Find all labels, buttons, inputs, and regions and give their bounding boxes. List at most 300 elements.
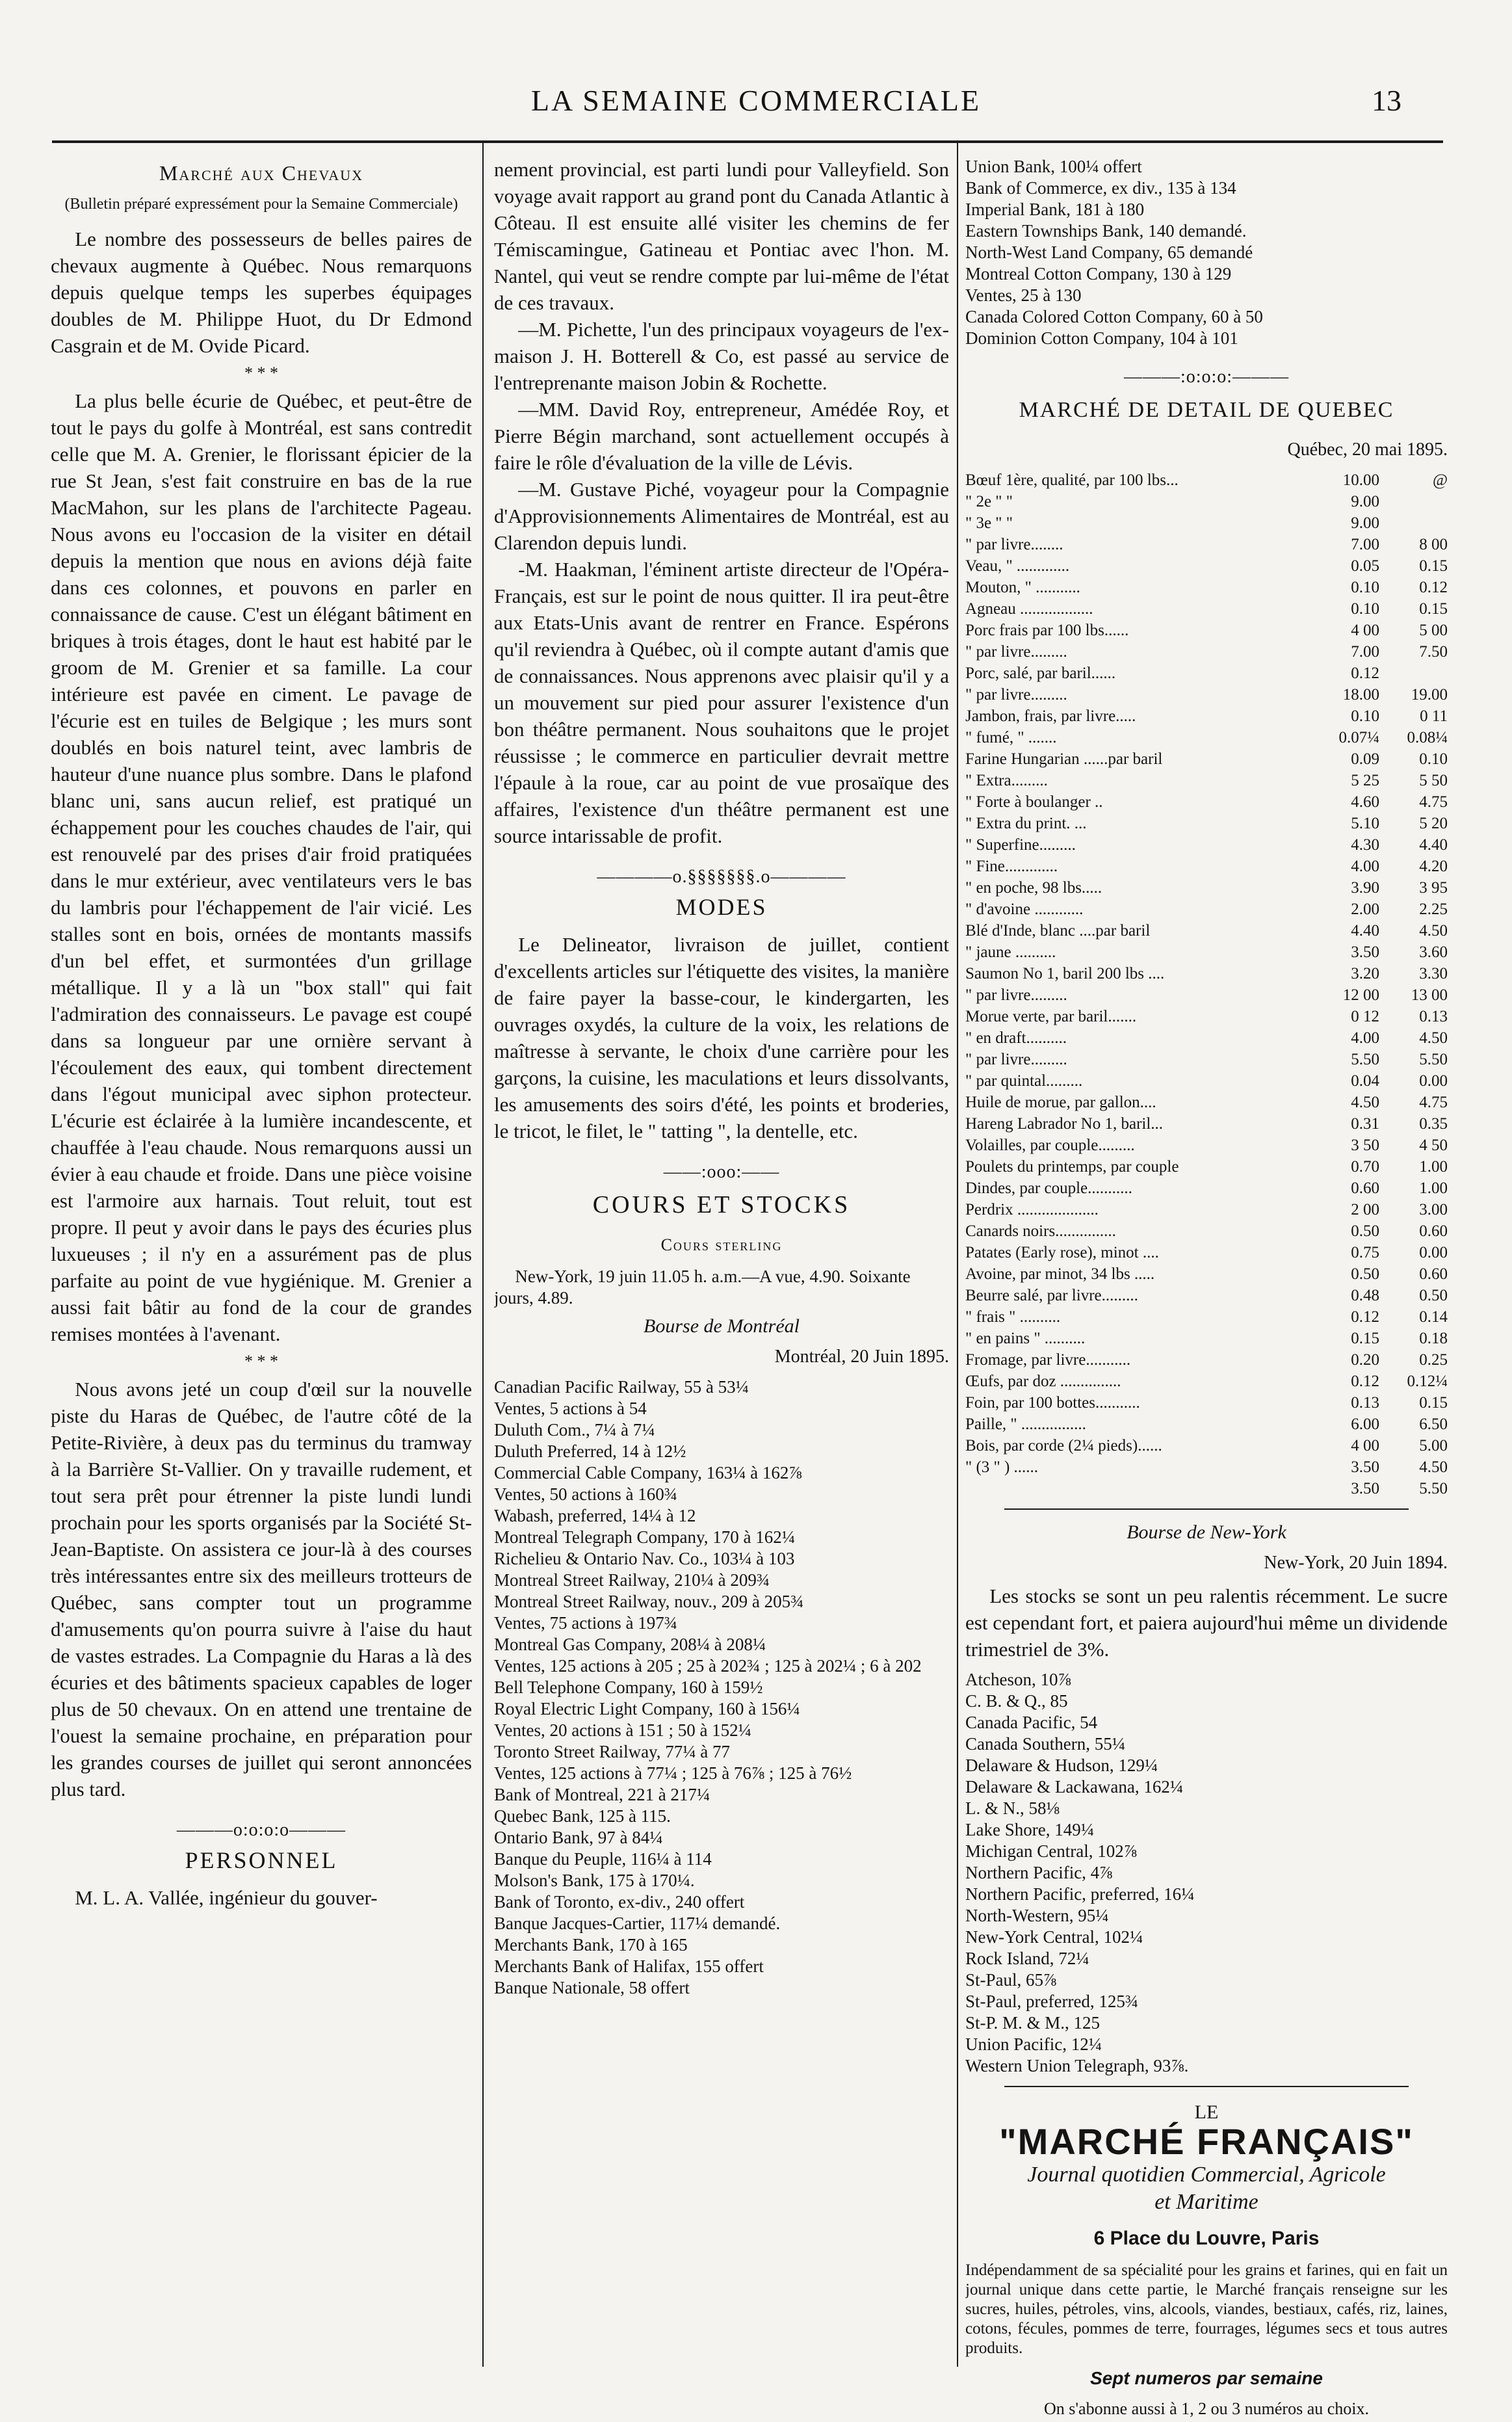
market-price-low: 4.30: [1351, 836, 1379, 854]
market-price-low: 0.07¼: [1338, 729, 1379, 746]
market-price-row: [965, 1049, 1448, 1070]
market-price-low: 0.10: [1351, 579, 1379, 596]
article-paragraph: —M. Gustave Piché, voyageur pour la Compagnie d'Approvisionnements Alimentaires de Montréal, est au Clarendon depuis lundi.: [494, 478, 949, 554]
stock-quote: Ventes, 125 actions à 77¼ ; 125 à 76⅞ ; 125 à 76½: [494, 1763, 852, 1783]
market-item-label: " Fine.............: [965, 858, 1058, 875]
market-price-high: 4.20: [1419, 858, 1448, 875]
market-price-high: 4.50: [1419, 1458, 1448, 1476]
market-price-high: 0.13: [1419, 1008, 1448, 1025]
market-price-row: [965, 1027, 1448, 1049]
market-price-row: [965, 791, 1448, 813]
market-price-row: [965, 534, 1448, 555]
market-price-low: 0.50: [1351, 1265, 1379, 1283]
market-price-high: 19.00: [1411, 686, 1448, 704]
stock-quote: Ventes, 50 actions à 160¾: [494, 1484, 677, 1504]
column-3: [965, 156, 1448, 2422]
stock-quote: Michigan Central, 102⅞: [965, 1841, 1137, 1861]
market-price-low: 5.10: [1351, 815, 1379, 832]
subsection-title-bourse-ny: Bourse de New-York: [1127, 1521, 1286, 1543]
market-price-low: 0.60: [1351, 1179, 1379, 1197]
stock-quote: Ontario Bank, 97 à 84¼: [494, 1828, 663, 1847]
market-price-row: [965, 920, 1448, 941]
asterism: * * *: [244, 1352, 278, 1371]
stock-quote: Canada Pacific, 54: [965, 1713, 1098, 1732]
article-paragraph: nement provincial, est parti lundi pour Valleyfield. Son voyage avait rapport au grand pont du Canada Atlantic à Côteau. Il est ensuite allé visiter les chemins de fer Témiscamingue, Gatineau et Pontiac avec l'hon. M. Nantel, qui veut se rendre compte par lui-même de l'état de ces travaux.: [494, 158, 949, 314]
page-header-title: LA SEMAINE COMMERCIALE: [530, 84, 982, 117]
market-price-low: 0.48: [1351, 1287, 1379, 1304]
article-paragraph: Le nombre des possesseurs de belles paires de chevaux augmente à Québec. Nous remarquons depuis quelque temps les superbes équipages doubles de M. Philippe Huot, du Dr Edmond Casgrain et de M. Ovide Picard.: [51, 228, 472, 357]
market-price-low: 3.90: [1351, 879, 1379, 897]
market-price-high: 5 20: [1419, 815, 1448, 832]
stock-quote: Western Union Telegraph, 93⅞.: [965, 2056, 1189, 2075]
market-price-high: 3.00: [1419, 1201, 1448, 1218]
market-item-label: " en draft..........: [965, 1029, 1067, 1047]
market-price-row: [965, 1135, 1448, 1156]
market-price-high: 0.25: [1419, 1351, 1448, 1369]
market-price-high: 4.40: [1419, 836, 1448, 854]
market-price-high: 0.35: [1419, 1115, 1448, 1133]
market-item-label: Blé d'Inde, blanc ....par baril: [965, 922, 1151, 940]
market-price-high: 2.25: [1419, 901, 1448, 918]
stock-quote: Eastern Townships Bank, 140 demandé.: [965, 221, 1247, 241]
market-price-row: [965, 899, 1448, 920]
stock-quote: Bank of Toronto, ex-div., 240 offert: [494, 1892, 745, 1912]
market-item-label: " Superfine.........: [965, 836, 1076, 854]
stock-quote: Northern Pacific, 4⅞: [965, 1863, 1113, 1882]
article-paragraph: -M. Haakman, l'éminent artiste directeur de l'Opéra-Français, est sur le point de nous quitter. Il ira peut-être aux Etats-Unis avant de rentrer en France. Espérons qu'il reviendra à Québec, où il compte autant d'amis que de connaissances. Nous apprenons avec plaisir qu'il y a un mouvement sur pied pour assurer l'existence d'un bon théâtre permanent. Nous souhaitons que le projet réussisse ; le commerce en particulier devrait mettre l'épaule à la roue, car au point de vue prosaïque des affaires, l'existence d'un théâtre permanent est une source intarissable de profit.: [494, 558, 949, 847]
market-item-label: Patates (Early rose), minot ....: [965, 1244, 1159, 1261]
market-price-row: [965, 1199, 1448, 1220]
column-divider-2: [957, 143, 958, 2367]
stock-quote: Banque Nationale, 58 offert: [494, 1978, 690, 1997]
market-price-high: 0.15: [1419, 600, 1448, 618]
market-item-label: [965, 1478, 1318, 1499]
market-item-label: " en pains " ..........: [965, 1330, 1086, 1347]
bank-stocks-list: [965, 156, 1448, 349]
market-price-high: 0.10: [1419, 750, 1448, 768]
stock-quote: Dominion Cotton Company, 104 à 101: [965, 328, 1238, 348]
stock-quote: Atcheson, 10⅞: [965, 1670, 1071, 1689]
market-price-high: 5.50: [1419, 1051, 1448, 1068]
market-price-row: [965, 1178, 1448, 1199]
market-price-high: 5 50: [1419, 772, 1448, 789]
market-price-row: [965, 1456, 1448, 1478]
market-item-label: Volailles, par couple.........: [965, 1137, 1135, 1154]
market-price-low: 0.10: [1351, 707, 1379, 725]
stock-quote: Merchants Bank, 170 à 165: [494, 1935, 688, 1955]
market-price-row: [965, 1006, 1448, 1027]
market-price-high: 0.00: [1419, 1244, 1448, 1261]
market-item-label: " par quintal.........: [965, 1072, 1083, 1090]
market-item-label: " par livre.........: [965, 686, 1067, 704]
market-item-label: " d'avoine ............: [965, 901, 1084, 918]
stock-quote: Ventes, 125 actions à 205 ; 25 à 202¾ ; 125 à 202¼ ; 6 à 202: [494, 1656, 922, 1676]
ny-stocks-list: [965, 1669, 1448, 2077]
market-price-low: 0 12: [1351, 1008, 1379, 1025]
market-price-high: 1.00: [1419, 1158, 1448, 1176]
market-item-label: Dindes, par couple...........: [965, 1179, 1132, 1197]
section-title-personnel: PERSONNEL: [185, 1847, 338, 1873]
market-price-row: [965, 1478, 1448, 1499]
market-item-label: " par livre........: [965, 536, 1063, 553]
stock-quote: Montreal Telegraph Company, 170 à 162¼: [494, 1527, 796, 1547]
ad-subtitle-1: Journal quotidien Commercial, Agricole: [1027, 2163, 1386, 2187]
market-price-low: 0.50: [1351, 1222, 1379, 1240]
market-price-row: [965, 577, 1448, 598]
market-price-row: [965, 1371, 1448, 1392]
stock-quote: Ventes, 20 actions à 151 ; 50 à 152¼: [494, 1720, 751, 1740]
ad-frequency: Sept numeros par semaine: [1090, 2368, 1323, 2388]
market-item-label: Porc, salé, par baril......: [965, 665, 1116, 682]
market-item-label: Bois, par corde (2¼ pieds)......: [965, 1437, 1162, 1455]
sterling-rates: New-York, 19 juin 11.05 h. a.m.—A vue, 4.90. Soixante jours, 4.89.: [494, 1267, 911, 1308]
market-price-high: 0.00: [1419, 1072, 1448, 1090]
stock-quote: Ventes, 75 actions à 197¾: [494, 1613, 677, 1633]
market-price-row: [965, 469, 1448, 491]
column-1: [51, 156, 472, 1911]
market-price-low: 4 00: [1351, 1437, 1379, 1455]
market-price-row: [965, 620, 1448, 641]
market-price-high: 13 00: [1411, 986, 1448, 1004]
ornament-separator: ———:o:o:o:———: [1123, 367, 1290, 387]
market-price-high: 0.08¼: [1407, 729, 1448, 746]
market-price-low: 0.09: [1351, 750, 1379, 768]
rule-separator: [1004, 1508, 1409, 1510]
market-item-label: " par livre.........: [965, 1051, 1067, 1068]
market-price-high: 0.60: [1419, 1265, 1448, 1283]
market-price-row: [965, 1263, 1448, 1285]
subsection-title-sterling: Cours sterling: [660, 1235, 783, 1254]
ornament-separator: ———o:o:o:o———: [176, 1820, 346, 1840]
market-price-high: 5.50: [1419, 1480, 1448, 1497]
market-price-high: 4.75: [1419, 1094, 1448, 1111]
bulletin-subtitle: (Bulletin préparé expressément pour la Semaine Commerciale): [64, 196, 458, 213]
market-price-high: 3.30: [1419, 965, 1448, 982]
asterism: * * *: [244, 363, 278, 382]
market-item-label: Jambon, frais, par livre.....: [965, 707, 1136, 725]
ad-subscription: On s'abonne aussi à 1, 2 ou 3 numéros au choix.: [1043, 2399, 1370, 2418]
stock-quote: Delaware & Hudson, 129¼: [965, 1756, 1158, 1775]
market-price-low: 10.00: [1342, 471, 1379, 489]
dateline: New-York, 20 Juin 1894.: [1264, 1553, 1448, 1573]
market-item-label: " jaune ..........: [965, 943, 1056, 961]
market-price-low: 0.70: [1351, 1158, 1379, 1176]
market-item-label: Beurre salé, par livre.........: [965, 1287, 1138, 1304]
market-price-row: [965, 1070, 1448, 1092]
ad-subtitle-2: et Maritime: [1154, 2190, 1258, 2214]
market-price-row: [965, 1220, 1448, 1242]
market-price-low: 4 00: [1351, 622, 1379, 639]
market-price-low: 9.00: [1351, 514, 1379, 532]
market-item-label: Huile de morue, par gallon....: [965, 1094, 1156, 1111]
market-price-row: [965, 1306, 1448, 1328]
stock-quote: Merchants Bank of Halifax, 155 offert: [494, 1956, 764, 1976]
market-price-row: [965, 1156, 1448, 1178]
market-price-row: [965, 705, 1448, 727]
stock-quote: Richelieu & Ontario Nav. Co., 103¼ à 103: [494, 1549, 795, 1568]
market-item-label: " (3 " ) ......: [965, 1458, 1039, 1476]
market-item-label: " 3e " ": [965, 514, 1013, 532]
stock-quote: Canada Southern, 55¼: [965, 1734, 1125, 1754]
market-item-label: Veau, " .............: [965, 557, 1070, 575]
market-price-low: 0.12: [1351, 1373, 1379, 1390]
market-price-row: [965, 1414, 1448, 1435]
market-price-low: 5.50: [1351, 1051, 1379, 1068]
market-price-high: 0 11: [1420, 707, 1448, 725]
article-paragraph: —M. Pichette, l'un des principaux voyageurs de l'ex-maison J. H. Botterell & Co, est passé au service de l'entreprenante maison Jobin & Rochette.: [494, 318, 949, 394]
dateline: Montréal, 20 Juin 1895.: [774, 1347, 949, 1367]
market-price-row: [965, 770, 1448, 791]
subsection-title-bourse-montreal: Bourse de Montréal: [644, 1315, 800, 1337]
market-item-label: " par livre.........: [965, 986, 1067, 1004]
market-price-high: 0.18: [1419, 1330, 1448, 1347]
market-item-label: " par livre.........: [965, 643, 1067, 661]
market-price-high: 8 00: [1419, 536, 1448, 553]
stock-quote: Wabash, preferred, 14¼ à 12: [494, 1506, 696, 1525]
market-price-high: 3 95: [1419, 879, 1448, 897]
market-price-high: 5 00: [1419, 622, 1448, 639]
ad-title: "MARCHÉ FRANÇAIS": [999, 2121, 1414, 2162]
market-price-high: 0.12: [1419, 579, 1448, 596]
ad-address: 6 Place du Louvre, Paris: [1093, 2228, 1320, 2249]
market-item-label: Mouton, " ...........: [965, 579, 1080, 596]
stock-quote: Canada Colored Cotton Company, 60 à 50: [965, 307, 1263, 326]
stock-quote: New-York Central, 102¼: [965, 1927, 1143, 1947]
market-price-table: [965, 469, 1448, 1499]
market-item-label: Agneau ..................: [965, 600, 1093, 618]
stock-quote: Ventes, 25 à 130: [965, 285, 1082, 305]
market-price-row: [965, 1435, 1448, 1456]
article-paragraph: La plus belle écurie de Québec, et peut-être de tout le pays du golfe à Montréal, est sans contredit celle que M. A. Grenier, le florissant épicier de la rue St Jean, s'est fait construire en bas de la rue MacMahon, sur les plans de l'architecte Pageau. Nous avons eu l'occasion de la visiter en détail depuis la mention que nous en avions déjà faite dans ces colonnes, et pouvons en parler en connaissance de cause. C'est un élégant bâtiment en briques à trois étages, dont le haut est habité par le groom de M. Grenier et sa famille. La cour intérieure est pavée en ciment. Le pavage de l'écurie est en tuiles de Belgique ; les murs sont doublés en bois naturel teint, avec lambris de hauteur d'une nuance plus sombre. Dans le plafond blanc uni, sans aucun relief, est pratiqué un échappement pour les couches chaudes de l'air, qui est renouvelé par des prises d'air froid pratiquées dans le mur extérieur, avec ventilateurs vers le bas du lambris pour l'échappement de l'air vicié. Les stalles sont en bois, ornées de montants massifs d'un bel effet, et surmontées d'un grillage métallique. Il y a là un "box stall" qui fait l'admiration des connaisseurs. Le pavage est coupé dans sa longueur par une ornière servant à l'écoulement des eaux, qui tombent directement dans l'égout municipal avec siphon protecteur. L'écurie est éclairée à la lumière incandescente, et chauffée à l'eau chaude. Nous remarquons aussi un évier à eau chaude et froide. Dans une pièce voisine est l'armoire aux harnais. Tout reluit, tout est propre. Il peut y avoir dans le pays des écuries plus luxueuses ; il n'y en a assurément pas de plus parfaite au point de vue hygiénique. M. Grenier a aussi fait bâtir au fond de la cour de grandes remises montées à l'avenant.: [51, 389, 472, 1345]
article-paragraph: M. L. A. Vallée, ingénieur du gouver-: [75, 1886, 378, 1909]
market-item-label: Poulets du printemps, par couple: [965, 1158, 1179, 1176]
stock-quote: Union Pacific, 12¼: [965, 2034, 1102, 2054]
stock-quote: St-Paul, 65⅞: [965, 1970, 1057, 1990]
market-price-row: [965, 834, 1448, 856]
dateline: Québec, 20 mai 1895.: [1287, 440, 1448, 460]
montreal-stocks-list: [494, 1376, 949, 1999]
market-price-low: 3.20: [1351, 965, 1379, 982]
market-price-high: @: [1432, 471, 1448, 489]
stock-quote: Montreal Street Railway, 210¼ à 209¾: [494, 1570, 770, 1590]
stock-quote: Molson's Bank, 175 à 170¼.: [494, 1871, 695, 1890]
ad-le: LE: [1194, 2101, 1219, 2123]
stock-quote: Bank of Commerce, ex div., 135 à 134: [965, 178, 1236, 198]
market-price-row: [965, 1242, 1448, 1263]
market-price-row: [965, 641, 1448, 663]
market-price-high: 1.00: [1419, 1179, 1448, 1197]
stock-quote: L. & N., 58⅛: [965, 1798, 1060, 1818]
market-price-high: 0.14: [1419, 1308, 1448, 1326]
market-price-low: 0.20: [1351, 1351, 1379, 1369]
market-item-label: Farine Hungarian ......par baril: [965, 750, 1163, 768]
market-price-low: 4.60: [1351, 793, 1379, 811]
stock-quote: Bell Telephone Company, 160 à 159½: [494, 1678, 763, 1697]
market-item-label: " Extra du print. ...: [965, 815, 1087, 832]
market-price-high: 0.15: [1419, 557, 1448, 575]
market-price-low: 9.00: [1351, 493, 1379, 510]
stock-quote: C. B. & Q., 85: [965, 1691, 1068, 1711]
section-title-marche-detail: MARCHÉ DE DETAIL DE QUEBEC: [1019, 398, 1394, 422]
market-price-row: [965, 963, 1448, 984]
market-price-row: [965, 1092, 1448, 1113]
market-price-low: 0.05: [1351, 557, 1379, 575]
article-paragraph: —MM. David Roy, entrepreneur, Amédée Roy, et Pierre Bégin marchand, sont actuellement occupés à faire le rôle d'évaluation de la ville de Lévis.: [494, 398, 949, 474]
market-price-row: [965, 856, 1448, 877]
market-price-row: [965, 598, 1448, 620]
market-price-high: 6.50: [1419, 1415, 1448, 1433]
market-price-low: 0.31: [1351, 1115, 1379, 1133]
stock-quote: Toronto Street Railway, 77¼ à 77: [494, 1742, 731, 1761]
market-price-high: [1379, 512, 1448, 534]
market-price-high: 0.60: [1419, 1222, 1448, 1240]
market-price-row: [965, 1328, 1448, 1349]
market-item-label: Œufs, par doz ...............: [965, 1373, 1121, 1390]
market-item-label: Foin, par 100 bottes...........: [965, 1394, 1140, 1412]
stock-quote: North-Western, 95¼: [965, 1906, 1109, 1925]
section-title-cours-stocks: COURS ET STOCKS: [592, 1191, 851, 1218]
market-price-high: 5.00: [1419, 1437, 1448, 1455]
market-price-low: 3.50: [1351, 943, 1379, 961]
article-paragraph: Les stocks se sont un peu ralentis récemment. Le sucre est cependant fort, et paiera aujourd'hui même un dividende trimestriel de 3%.: [965, 1585, 1448, 1661]
market-price-low: 0.12: [1351, 665, 1379, 682]
stock-quote: Imperial Bank, 181 à 180: [965, 200, 1145, 219]
market-price-high: 4.50: [1419, 922, 1448, 940]
market-price-high: 4 50: [1419, 1137, 1448, 1154]
stock-quote: Union Bank, 100¼ offert: [965, 157, 1142, 176]
market-item-label: " frais " ..........: [965, 1308, 1061, 1326]
article-paragraph: Nous avons jeté un coup d'œil sur la nouvelle piste du Haras de Québec, de l'autre côté de la Petite-Rivière, à deux pas du terminus du tramway à la Barrière St-Vallier. On y travaille rudement, et tout sera prêt pour étrenner la piste lundi lundi prochain pour les sports organisés par la Société St-Jean-Baptiste. On assistera ce jour-là à des courses très intéressantes entre six des meilleurs trotteurs de Québec, sans compter tout un programme d'amusements qu'on pourra suivre à l'aise du haut de vastes estrades. La Compagnie du Haras a là des écuries et des bâtiments spacieux capables de loger plus de 50 chevaux. On en attend une trentaine de l'ouest la semaine prochaine, en préparation pour les grandes courses de juillet qui seront annoncées plus tard.: [51, 1378, 472, 1800]
market-price-high: 4.75: [1419, 793, 1448, 811]
stock-quote: St-P. M. & M., 125: [965, 2013, 1101, 2033]
market-price-row: [965, 748, 1448, 770]
market-price-row: [965, 877, 1448, 899]
page-number: 13: [1372, 84, 1401, 117]
header-rule: [52, 140, 1443, 143]
market-price-low: 7.00: [1351, 536, 1379, 553]
market-item-label: Perdrix ....................: [965, 1201, 1099, 1218]
market-price-row: [965, 1285, 1448, 1306]
market-item-label: " Extra.........: [965, 772, 1048, 789]
market-price-low: 3 50: [1351, 1137, 1379, 1154]
market-item-label: Porc frais par 100 lbs......: [965, 622, 1129, 639]
market-item-label: " 2e " ": [965, 493, 1013, 510]
stock-quote: Banque Jacques-Cartier, 117¼ demandé.: [494, 1914, 781, 1933]
column-divider-1: [482, 143, 484, 2367]
market-price-low: 0.12: [1351, 1308, 1379, 1326]
rule-separator: [1004, 2086, 1409, 2087]
market-price-low: 6.00: [1351, 1415, 1379, 1433]
market-price-row: [965, 684, 1448, 705]
market-item-label: Morue verte, par baril.......: [965, 1008, 1137, 1025]
section-title-modes: MODES: [675, 894, 768, 920]
market-price-row: [965, 941, 1448, 963]
market-price-low: 12 00: [1342, 986, 1379, 1004]
market-price-row: [965, 555, 1448, 577]
market-price-high: 4.50: [1419, 1029, 1448, 1047]
stock-quote: Banque du Peuple, 116¼ à 114: [494, 1849, 712, 1869]
market-price-low: 4.40: [1351, 922, 1379, 940]
stock-quote: Duluth Com., 7¼ à 7¼: [494, 1420, 655, 1440]
market-price-low: 0.10: [1351, 600, 1379, 618]
advertisement-marche-francais: [965, 2099, 1448, 2422]
stock-quote: Rock Island, 72¼: [965, 1949, 1089, 1968]
market-price-row: [965, 984, 1448, 1006]
market-price-high: [1379, 491, 1448, 512]
market-price-row: [965, 512, 1448, 534]
market-price-high: [1379, 663, 1448, 684]
stock-quote: St-Paul, preferred, 125¾: [965, 1992, 1139, 2011]
market-item-label: " en poche, 98 lbs.....: [965, 879, 1102, 897]
market-price-row: [965, 1392, 1448, 1414]
market-price-low: 3.50: [1351, 1480, 1379, 1497]
market-price-low: 0.04: [1351, 1072, 1379, 1090]
market-price-low: 2.00: [1351, 901, 1379, 918]
market-price-row: [965, 491, 1448, 512]
stock-quote: Delaware & Lackawana, 162¼: [965, 1777, 1184, 1797]
stock-quote: Bank of Montreal, 221 à 217¼: [494, 1785, 710, 1804]
column-2: [494, 156, 949, 1999]
market-item-label: " Forte à boulanger ..: [965, 793, 1103, 811]
market-price-high: 0.15: [1419, 1394, 1448, 1412]
market-price-high: 0.50: [1419, 1287, 1448, 1304]
market-price-low: 2 00: [1351, 1201, 1379, 1218]
market-price-low: 4.00: [1351, 1029, 1379, 1047]
stock-quote: Quebec Bank, 125 à 115.: [494, 1806, 671, 1826]
section-title-marche-chevaux: Marché aux Chevaux: [159, 161, 364, 185]
stock-quote: Montreal Cotton Company, 130 à 129: [965, 264, 1232, 283]
market-price-row: [965, 813, 1448, 834]
market-price-high: 7.50: [1419, 643, 1448, 661]
stock-quote: Ventes, 5 actions à 54: [494, 1399, 647, 1418]
market-price-low: 0.13: [1351, 1394, 1379, 1412]
stock-quote: Northern Pacific, preferred, 16¼: [965, 1884, 1195, 1904]
market-price-low: 4.00: [1351, 858, 1379, 875]
market-item-label: " fumé, " .......: [965, 729, 1057, 746]
ornament-separator: ————o.§§§§§§§.o————: [597, 867, 846, 887]
market-price-low: 18.00: [1342, 686, 1379, 704]
stock-quote: Commercial Cable Company, 163¼ à 162⅞: [494, 1463, 802, 1482]
market-price-low: 7.00: [1351, 643, 1379, 661]
market-item-label: Paille, " ................: [965, 1415, 1086, 1433]
market-price-row: [965, 727, 1448, 748]
stock-quote: Montreal Street Railway, nouv., 209 à 205¾: [494, 1592, 804, 1611]
market-price-row: [965, 663, 1448, 684]
market-price-low: 0.15: [1351, 1330, 1379, 1347]
market-price-low: 4.50: [1351, 1094, 1379, 1111]
stock-quote: Royal Electric Light Company, 160 à 156¼: [494, 1699, 800, 1718]
stock-quote: Canadian Pacific Railway, 55 à 53¼: [494, 1377, 749, 1397]
market-item-label: Avoine, par minot, 34 lbs .....: [965, 1265, 1155, 1283]
ad-body: Indépendamment de sa spécialité pour les grains et farines, qui en fait un journal unique dans cette partie, le Marché français renseigne sur les sucres, huiles, pétroles, vins, alcools, viandes, bestiaux, cafés, riz, laines, cotons, fécules, pommes de terre, fourrages, légumes secs et tous autres produits.: [965, 2261, 1448, 2357]
market-item-label: Hareng Labrador No 1, baril...: [965, 1115, 1164, 1133]
market-price-low: 3.50: [1351, 1458, 1379, 1476]
market-price-high: 3.60: [1419, 943, 1448, 961]
market-price-low: 0.75: [1351, 1244, 1379, 1261]
stock-quote: Lake Shore, 149¼: [965, 1820, 1094, 1839]
stock-quote: Duluth Preferred, 14 à 12½: [494, 1441, 686, 1461]
article-paragraph: Le Delineator, livraison de juillet, contient d'excellents articles sur l'étiquette des visites, la manière de faire payer la basse-cour, le kindergarten, les ouvrages oxydés, la culture de la voix, les relations de maîtresse à servante, le choix d'une carrière pour les garçons, la cuisine, les maculations et leurs dissolvants, les amusements des soirs d'été, les points et broderies, le tricot, le filet, le " tatting ", la dentelle, etc.: [494, 933, 949, 1142]
stock-quote: Montreal Gas Company, 208¼ à 208¼: [494, 1635, 766, 1654]
market-item-label: Bœuf 1ère, qualité, par 100 lbs...: [965, 471, 1179, 489]
market-price-row: [965, 1113, 1448, 1135]
market-item-label: Saumon No 1, baril 200 lbs ....: [965, 965, 1165, 982]
market-item-label: Fromage, par livre...........: [965, 1351, 1131, 1369]
market-price-row: [965, 1349, 1448, 1371]
market-item-label: Canards noirs...............: [965, 1222, 1116, 1240]
ornament-separator: ——:ooo:——: [663, 1162, 780, 1182]
market-price-high: 0.12¼: [1407, 1373, 1448, 1390]
